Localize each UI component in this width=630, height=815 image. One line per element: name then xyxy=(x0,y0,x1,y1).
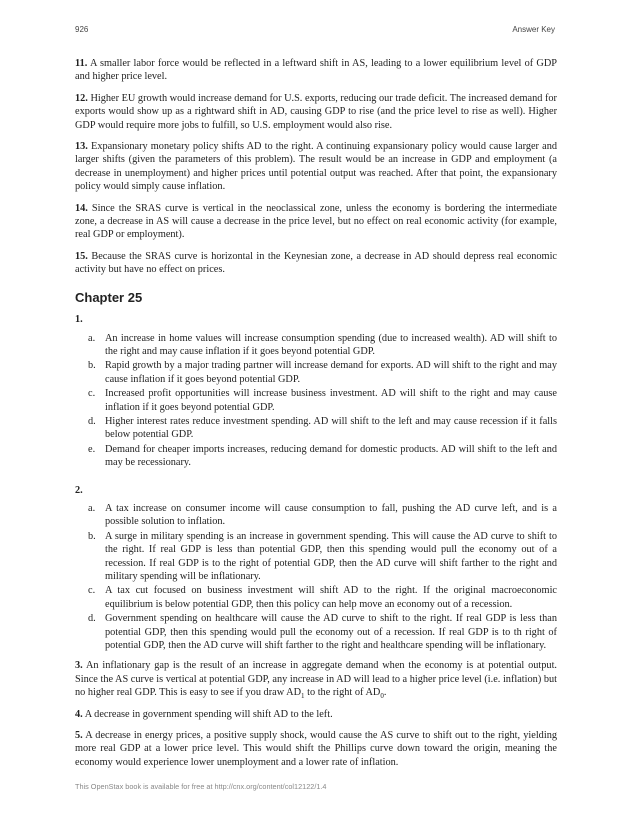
answer-text: A decrease in government spending will shift AD to the left. xyxy=(82,708,333,720)
item-letter: b. xyxy=(88,530,96,542)
answer-text: . xyxy=(383,687,387,699)
answer-number: 13. xyxy=(75,141,88,153)
answer-number: 4. xyxy=(75,708,83,720)
item-text: Government spending on healthcare will cause the AD curve to shift to the right. If real GDP is less than potential GDP, then this spending would pull the economy out of a recession. If real GDP is to th right of potential GDP, then the AD curve will shift farther to the right and healthcare spending will be inflationary. xyxy=(105,613,557,652)
item-letter: b. xyxy=(88,360,96,372)
list-item xyxy=(75,387,557,414)
answer-number: 15. xyxy=(75,250,88,262)
answer-14 xyxy=(75,202,557,242)
question-1-list xyxy=(75,332,557,470)
question-2-number: 2. xyxy=(75,484,83,496)
item-text: Rapid growth by a major trading partner will increase demand for exports. AD will shift to the right and may cause inflation if it goes beyond potential GDP. xyxy=(105,360,557,385)
list-item xyxy=(75,584,557,611)
question-2-list xyxy=(75,502,557,652)
answer-text: Expansionary monetary policy shifts AD to the right. A continuing expansionary policy would cause larger and larger shifts (given the parameters of this problem). The result would be an increase in GDP and employment (a decrease in unemployment) and higher prices until potential output was reached. After that point, the expansionary policy would simply cause inflation. xyxy=(75,141,557,193)
answer-number: 12. xyxy=(75,92,88,104)
answer-number: 11. xyxy=(75,58,88,69)
item-letter: d. xyxy=(88,415,96,427)
answer-13 xyxy=(75,140,557,194)
footer-note: This OpenStax book is available for free at http://cnx.org/content/col12122/1.4 xyxy=(75,782,327,791)
chapter-heading: Chapter 25 xyxy=(75,289,143,305)
answer-text: Higher EU growth would increase demand for U.S. exports, reducing our trade deficit. The increased demand for exports would show up as a rightward shift in AD, causing GDP to rise (and the price level to rise as well). Higher GDP would require more jobs to fulfill, so U.S. employment would also rise. xyxy=(75,92,557,131)
page-number: 926 xyxy=(75,25,89,34)
item-text: Increased profit opportunities will increase business investment. AD will shift to the right and may cause inflation if it goes beyond potential GDP. xyxy=(105,388,557,413)
answer-text: Because the SRAS curve is horizontal in the Keynesian zone, a decrease in AD should depress real economic activity but have no effect on prices. xyxy=(75,250,557,276)
item-text: A tax increase on consumer income will cause consumption to fall, pushing the AD curve left, and is a possible solution to inflation. xyxy=(105,502,557,528)
item-text: A tax cut focused on business investment will shift AD to the right. If the original macroeconomic equilibrium is below potential GDP, then this policy can help move an economy out of a recession. xyxy=(105,585,557,610)
item-text: Higher interest rates reduce investment spending. AD will shift to the left and may cause recession if it falls below potential GDP. xyxy=(105,415,557,441)
item-text: A surge in military spending is an increase in government spending. This will cause the AD curve to shift to the right. If real GDP is less than potential GDP, then this spending would pull the economy out of a recession. If real GDP is to the right of potential GDP, then the AD curve will shift farther to the right and military spending will be inflationary. xyxy=(105,530,557,582)
answer-12 xyxy=(75,92,557,132)
item-text: Demand for cheaper imports increases, reducing demand for domestic products. AD will shift to the left and may be recessionary. xyxy=(105,443,557,469)
answer-number: 3. xyxy=(75,660,83,672)
list-item xyxy=(75,415,557,442)
answer-5 xyxy=(75,729,557,769)
answer-key-content xyxy=(75,57,557,777)
list-item xyxy=(75,612,557,652)
item-letter: d. xyxy=(88,613,96,625)
question-1-number: 1. xyxy=(75,314,83,326)
list-item xyxy=(75,502,557,529)
answer-number: 14. xyxy=(75,202,88,214)
subscript: 1 xyxy=(301,692,305,701)
answer-text: An inflationary gap is the result of an increase in aggregate demand when the economy is at potential output. Since the AS curve is vertical at potential GDP, any increase in AD will lead to a higher price level (i.e. inflation) but no higher real GDP. This is easy to see if you draw AD xyxy=(75,660,557,699)
answer-15 xyxy=(75,250,557,277)
answer-text: to the right of AD xyxy=(304,687,381,699)
list-item xyxy=(75,332,557,359)
section-title: Answer Key xyxy=(512,25,555,34)
answer-3 xyxy=(75,659,557,699)
item-text: An increase in home values will increase consumption spending (due to increased wealth). AD will shift to the right and may cause inflation if it goes beyond potential GDP. xyxy=(105,332,557,357)
answer-text: A decrease in energy prices, a positive supply shock, would cause the AS curve to shift out to the right, yielding more real GDP at a lower price level. This would shift the Phillips curve down toward the origin, meaning the economy would experience lower unemployment and a lower rate of inflation. xyxy=(75,730,557,768)
subscript: 0 xyxy=(380,692,384,701)
answer-text: A smaller labor force would be reflected in a leftward shift in AS, leading to a lower equilibrium level of GDP and higher price level. xyxy=(75,58,557,83)
item-letter: e. xyxy=(88,443,96,455)
answer-number: 5. xyxy=(75,730,83,742)
item-letter: c. xyxy=(88,585,96,597)
item-letter: c. xyxy=(88,388,96,400)
list-item xyxy=(75,530,557,584)
answer-11 xyxy=(75,57,557,84)
answer-4 xyxy=(75,708,557,721)
item-letter: a. xyxy=(88,502,96,514)
list-item xyxy=(75,443,557,470)
answer-text: Since the SRAS curve is vertical in the neoclassical zone, unless the economy is bordering the intermediate zone, a decrease in AS will cause a decrease in the price level, but no effect on real economic activity (for example, real GDP or employment). xyxy=(75,202,557,241)
list-item xyxy=(75,359,557,386)
item-letter: a. xyxy=(88,332,96,344)
